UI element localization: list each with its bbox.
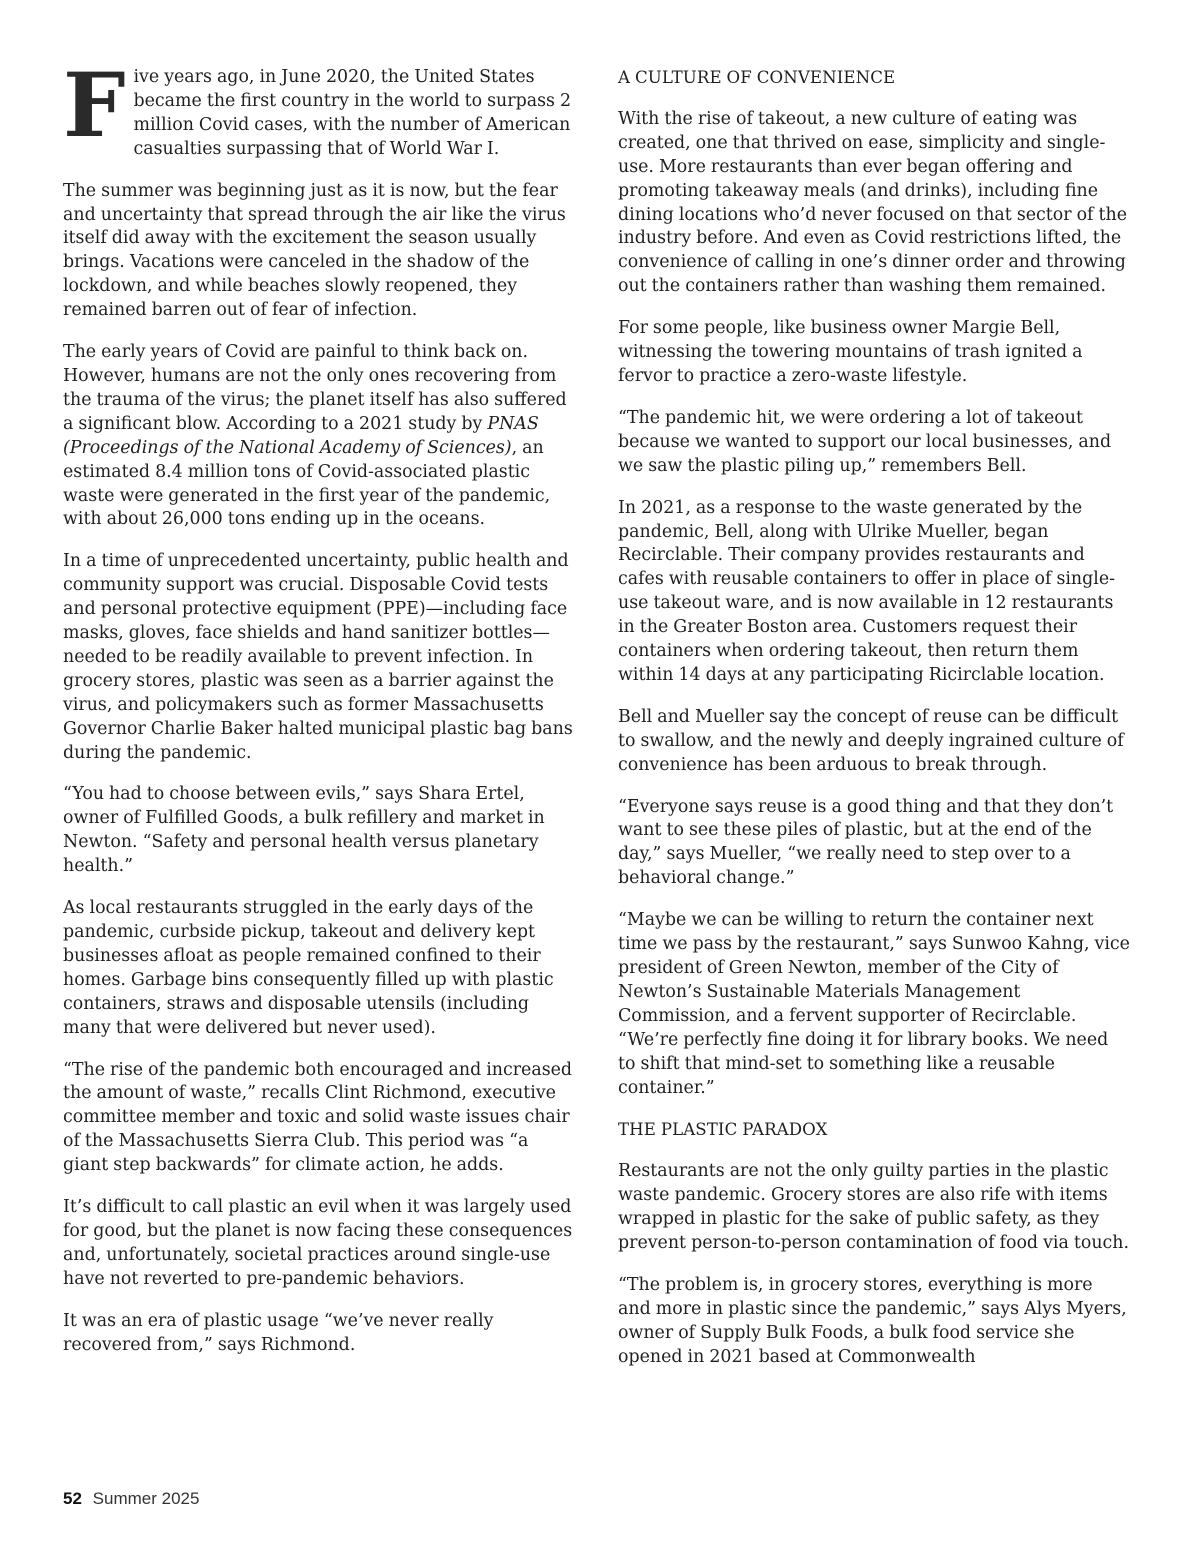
issue-label: Summer 2025 [92, 1489, 200, 1508]
paragraph-text: The early years of Covid are painful to think back on. However, humans are not the only ones recovering from the trauma of the virus; the planet itself has also suffered a significant blow. According to a 2021 study by [63, 342, 567, 434]
section-heading: THE PLASTIC PARADOX [618, 1120, 828, 1140]
paragraph-text: , an estimated 8.4 million tons of Covid-associated plastic waste were generated in the first year of the pandemic, with about 26,000 tons ending up in the oceans. [63, 437, 551, 530]
section-heading: A CULTURE OF CONVENIENCE [618, 68, 896, 87]
article-paragraph: “The problem is, in grocery stores, everything is more and more in plastic since the pandemic,” says Alys Myers, owner of Supply Bulk Foods, a bulk food service she opened in 2021 based at Commonwealth [618, 1274, 1127, 1367]
article-paragraph: Restaurants are not the only guilty parties in the plastic waste pandemic. Grocery stores are also rife with items wrapped in plastic for the sake of public safety, as they prevent person-to-person contamination of food via touch. [618, 1161, 1129, 1254]
article-paragraph: “The rise of the pandemic both encouraged and increased the amount of waste,” recalls Clint Richmond, executive committee member and toxic and solid waste issues chair of the Massachusetts Sierra Club. This period was “a giant step backwards” for climate action, he adds. [63, 1059, 573, 1176]
article-paragraph: It was an era of plastic usage “we’ve never really recovered from,” says Richmond. [63, 1310, 494, 1355]
article-paragraph [63, 341, 575, 532]
page-number: 52 [63, 1489, 82, 1508]
paragraph-text: ive years ago, in June 2020, the United States became the first country in the world to surpass 2 million Covid cases, with the number of American casualties surpassing that of World War I. [133, 67, 572, 159]
article-paragraph: With the rise of takeout, a new culture of eating was created, one that thrived on ease, simplicity and single-use. More restaurants than ever began offering and promoting takeaway meals (and drinks), including fine dining locations who’d never focused on that sector of the industry before. And even as Covid restrictions lifted, the convenience of calling in one’s dinner order and throwing out the containers rather than washing them remained. [618, 108, 1127, 297]
article-paragraph: “You had to choose between evils,” says Shara Ertel, owner of Fulfilled Goods, a bulk refillery and market in Newton. “Safety and personal health versus planetary health.” [63, 784, 545, 877]
article-paragraph: For some people, like business owner Margie Bell, witnessing the towering mountains of trash ignited a fervor to practice a zero-waste lifestyle. [618, 318, 1083, 386]
article-paragraph: It’s difficult to call plastic an evil when it was largely used for good, but the planet is now facing these consequences and, unfortunately, societal practices around single-use have not reverted to pre-pandemic behaviors. [63, 1197, 573, 1289]
article-paragraph: In 2021, as a response to the waste generated by the pandemic, Bell, along with Ulrike Mueller, began Recirclable. Their company provides restaurants and cafes with reusable containers to offer in place of single-use takeout ware, and is now available in 12 restaurants in the Greater Boston area. Customers request their containers when ordering takeout, then return them within 14 days at any participating Ricirclable location. [618, 497, 1115, 685]
article-paragraph: “Maybe we can be willing to return the container next time we pass by the restaurant,” says Sunwoo Kahng, vice president of Green Newton, member of the City of Newton’s Sustainable Materials Management Commission, and a fervent supporter of Recirclable. “We’re perfectly fine doing it for library books. We need to shift that mind-set to something like a reusable container.” [618, 910, 1130, 1098]
article-paragraph: In a time of unprecedented uncertainty, public health and community support was crucial. Disposable Covid tests and personal protective equipment (PPE)—including face masks, gloves, face shields and hand sanitizer bottles—needed to be readily available to prevent infection. In grocery stores, plastic was seen as a barrier against the virus, and policymakers such as former Massachusetts Governor Charlie Baker halted municipal plastic bag bans during the pandemic. [63, 551, 573, 763]
article-paragraph: As local restaurants struggled in the early days of the pandemic, curbside pickup, takeout and delivery kept businesses afloat as people remained confined to their homes. Garbage bins consequently filled up with plastic containers, straws and disposable utensils (including many that were delivered but never used). [63, 898, 554, 1038]
article-paragraph: The summer was beginning just as it is now, but the fear and uncertainty that spread through the air like the virus itself did away with the excitement the season usually brings. Vacations were canceled in the shadow of the lockdown, and while beaches slowly reopened, they remained barren out of fear of infection. [63, 180, 566, 321]
article-paragraph: “The pandemic hit, we were ordering a lot of takeout because we wanted to support our local businesses, and we saw the plastic piling up,” remembers Bell. [618, 407, 1112, 476]
article-paragraph: Bell and Mueller say the concept of reuse can be difficult to swallow, and the newly and deeply ingrained culture of convenience has been arduous to break through. [618, 706, 1124, 775]
article-paragraph: “Everyone says reuse is a good thing and that they don’t want to see these piles of plastic, but at the end of the day,” says Mueller, “we really need to step over to a behavioral change.” [618, 796, 1114, 889]
page-footer [63, 1489, 199, 1509]
article-paragraph [63, 53, 575, 162]
article-left-column [63, 53, 575, 1376]
article-right-column [618, 66, 1130, 1388]
drop-cap: F [63, 53, 126, 157]
publication-title: PNAS (Proceedings of the National Academy of Sciences) [63, 413, 539, 458]
